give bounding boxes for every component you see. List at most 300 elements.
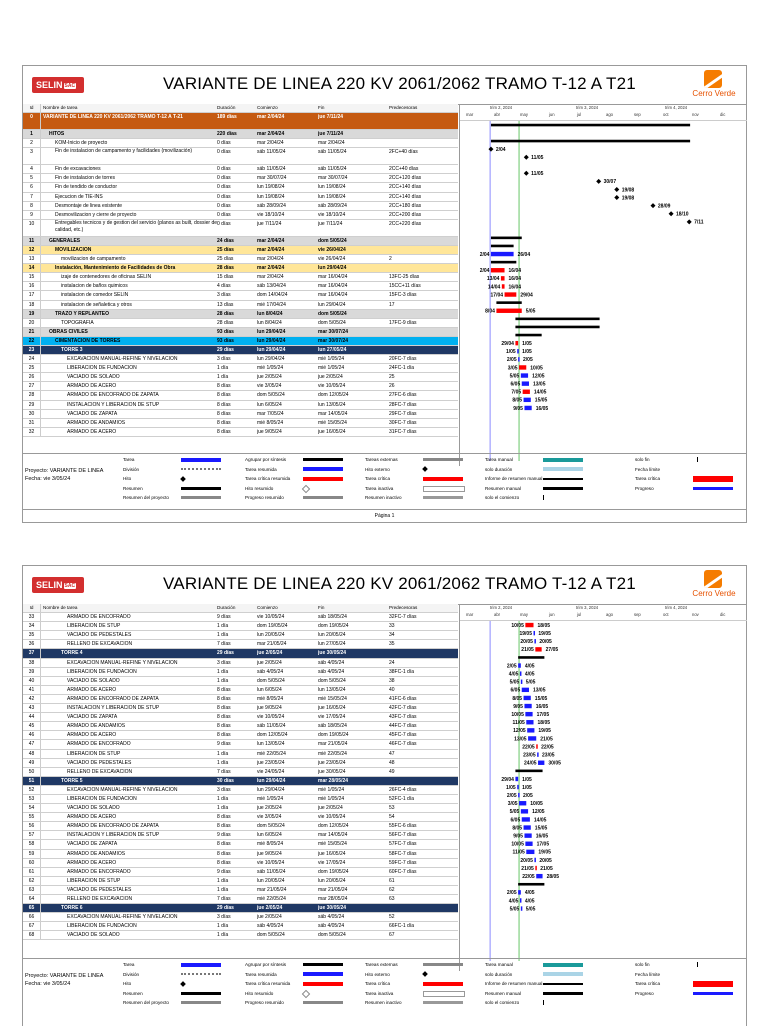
cell-end: sáb 4/05/24 <box>318 668 345 675</box>
legend-swatch <box>543 476 583 481</box>
legend-swatch <box>303 1000 343 1005</box>
cell-id: 2 <box>23 139 41 147</box>
legend-item: Tarea crítica <box>635 476 733 482</box>
legend-swatch <box>693 467 697 472</box>
bar-start-label: 12/05 <box>513 728 526 735</box>
cell-name: ARMADO DE ACERO <box>67 732 117 739</box>
cell-end: vie 17/05/24 <box>318 859 346 866</box>
cell-dur: 8 días <box>217 419 231 426</box>
cell-dur: 7 días <box>217 768 231 775</box>
cell-name: TORRE 6 <box>61 905 83 912</box>
cell-id: 9 <box>23 211 41 219</box>
cell-pred: 52FC-1 día <box>389 795 415 802</box>
milestone-marker <box>524 171 529 176</box>
table-row <box>23 804 458 813</box>
cell-name: ARMADO DE ENCOFRADO <box>67 614 131 621</box>
bar-end-label: 23/05 <box>542 752 555 759</box>
cerro-verde-logo: Cerro Verde <box>686 570 742 600</box>
month-label: ago <box>606 612 613 617</box>
legend-swatch <box>181 991 221 996</box>
task-bar <box>517 349 519 353</box>
legend-swatch <box>693 991 733 996</box>
task-bar <box>528 736 536 740</box>
cell-end: vie 26/04/24 <box>318 256 346 263</box>
cell-id: 52 <box>23 786 41 794</box>
cell-name: Instalación, Mantenimiento de Facilidades de Obra <box>55 265 176 272</box>
task-bar <box>522 817 530 821</box>
bar-end-label: 5/05 <box>525 906 536 913</box>
cell-end: mar 30/07/24 <box>318 337 349 344</box>
cerro-verde-logo: Cerro Verde <box>686 70 742 100</box>
cell-end: vie 26/04/24 <box>318 246 346 253</box>
bar-end-label: 5/05 <box>525 679 536 686</box>
cell-name: VACIADO DE SOLADO <box>67 374 120 381</box>
bar-start-label: 29/04 <box>501 340 514 347</box>
cell-start: sáb 11/05/24 <box>257 166 286 173</box>
cell-name: TRAZO Y REPLANTEO <box>55 310 109 317</box>
cell-pred: 30FC-7 días <box>389 419 417 426</box>
bar-end-label: 15/05 <box>534 397 548 404</box>
cell-name: LIBERACION DE STUP <box>67 877 121 884</box>
bar-end-label: 27/05 <box>545 647 559 654</box>
cell-start: jue 2/05/24 <box>257 374 282 381</box>
bar-end-label: 26/04 <box>517 251 531 258</box>
cell-start: lun 20/05/24 <box>257 632 285 639</box>
cell-pred: 17 <box>389 301 395 308</box>
bar-start-label: 2/04 <box>479 251 490 258</box>
page-number: Página 1 <box>23 509 746 519</box>
month-label: dic <box>720 612 726 617</box>
table-row <box>23 264 458 273</box>
cell-id: 21 <box>23 328 41 336</box>
quarter-label: trim 3, 2024 <box>576 105 599 110</box>
cell-id: 19 <box>23 310 41 318</box>
bar-end-label: 2/05 <box>523 357 533 364</box>
cell-end: jue 2/05/24 <box>318 805 343 812</box>
cell-end: jue 7/11/24 <box>318 131 344 138</box>
cell-name: CIMENTACION DE TORRES <box>55 337 121 344</box>
cell-name: MOVILIZACION <box>55 246 92 253</box>
legend-swatch <box>181 972 221 977</box>
cell-pred: 2CC+200 días <box>389 211 422 218</box>
task-bar <box>521 373 528 377</box>
cell-dur: 0 días <box>217 166 231 173</box>
bar-start-label: 5/05 <box>509 906 520 913</box>
cell-dur: 0 días <box>217 202 231 209</box>
task-bar <box>518 890 521 894</box>
bar-start-label: 8/04 <box>485 308 495 315</box>
cell-end: jue 7/11/24 <box>318 220 343 227</box>
table-row <box>23 722 458 731</box>
cell-dur: 30 días <box>217 777 234 784</box>
cell-dur: 220 días <box>217 131 237 138</box>
cell-pred: 54 <box>389 814 395 821</box>
cell-end: jue 30/05/24 <box>318 768 346 775</box>
bar-end-label: 4/05 <box>524 890 535 897</box>
cell-pred: 29FC-7 días <box>389 410 417 417</box>
cell-start: mié 8/05/24 <box>257 419 284 426</box>
table-row <box>23 813 458 822</box>
cell-dur: 8 días <box>217 686 231 693</box>
cell-id: 46 <box>23 731 41 739</box>
cell-id: 8 <box>23 202 41 210</box>
cell-end: mié 15/05/24 <box>318 419 347 426</box>
milestone-marker <box>687 219 692 224</box>
cell-end: mar 14/05/24 <box>318 410 348 417</box>
table-row <box>23 686 458 695</box>
table-row <box>23 113 458 130</box>
legend-swatch <box>543 1000 548 1005</box>
cell-name: Desmontaje de linea existente <box>55 202 122 209</box>
cell-dur: 189 días <box>217 114 237 121</box>
cell-start: dom 14/04/24 <box>257 292 288 299</box>
cell-end: lun 29/04/24 <box>318 265 347 272</box>
table-row <box>23 768 458 777</box>
cell-dur: 28 días <box>217 319 234 326</box>
table-row <box>23 631 458 640</box>
table-row <box>23 759 458 768</box>
cell-dur: 1 día <box>217 374 229 381</box>
summary-bar <box>518 656 544 659</box>
cell-end: mar 16/04/24 <box>318 292 348 299</box>
bar-end-label: 11/05 <box>531 155 544 162</box>
milestone-marker <box>488 147 493 152</box>
bar-end-label: 21/05 <box>540 736 553 743</box>
cell-dur: 8 días <box>217 814 231 821</box>
table-row <box>23 840 458 849</box>
bar-end-label: 4/05 <box>524 671 535 678</box>
cell-dur: 1 día <box>217 932 229 939</box>
cell-pred: 26FC-4 días <box>389 786 417 793</box>
cell-id: 59 <box>23 850 41 858</box>
cell-pred: 49 <box>389 768 395 775</box>
cell-end: lun 13/05/24 <box>318 686 346 693</box>
cell-dur: 3 días <box>217 914 231 921</box>
month-label: abr <box>494 112 501 117</box>
bar-start-label: 10/05 <box>511 711 524 718</box>
gantt-page-1 <box>22 65 747 523</box>
cell-start: jue 2/05/24 <box>257 659 282 666</box>
cell-name: EXCAVACION MANUAL-REFINE Y NIVELACION <box>67 659 178 666</box>
cell-end: jue 30/05/24 <box>318 650 347 657</box>
legend-item: Agrupar por síntesis <box>245 962 343 967</box>
task-bar <box>526 850 534 854</box>
cell-name: RELLENO DE EXCAVACION <box>67 896 133 902</box>
cell-name: ARMADO DE ANDAMIOS <box>67 419 126 426</box>
legend-swatch <box>543 467 583 472</box>
legend-item: Tarea resumida <box>245 467 343 472</box>
cell-dur: 25 días <box>217 246 234 253</box>
cell-dur: 8 días <box>217 823 231 830</box>
legend-swatch <box>303 495 343 500</box>
cell-dur: 8 días <box>217 383 231 390</box>
summary-bar <box>491 140 690 143</box>
cell-name: INSTALACION Y LIBERACION DE STUP <box>67 401 160 408</box>
task-bar <box>534 631 536 635</box>
table-row <box>23 291 458 300</box>
cell-start: mar 2/04/24 <box>257 265 285 272</box>
bar-start-label: 5/05 <box>509 679 520 686</box>
cell-name: VACIADO DE ZAPATA <box>67 714 118 721</box>
legend-swatch <box>423 981 463 986</box>
cell-dur: 1 día <box>217 623 229 630</box>
cell-id: 1 <box>23 130 41 138</box>
bar-end-label: 18/05 <box>537 720 551 727</box>
project-info: Proyecto: VARIANTE DE LINEA Fecha: vie 3/05/24 <box>25 468 104 482</box>
quarter-label: trim 2, 2024 <box>490 105 513 110</box>
bar-start-label: 7/05 <box>511 389 522 396</box>
milestone-marker <box>669 211 674 216</box>
cell-pred: 25 <box>389 374 395 381</box>
cell-name: instalacion de baños quimicos <box>61 283 128 290</box>
cell-id: 42 <box>23 695 41 703</box>
legend-item: Tarea crítica <box>635 981 733 987</box>
cell-pred: 2CC+220 días <box>389 220 422 227</box>
table-row <box>23 211 458 220</box>
legend-item: solo fin <box>635 457 698 462</box>
cell-pred: 61 <box>389 877 395 884</box>
table-row <box>23 677 458 686</box>
cell-dur: 8 días <box>217 714 231 721</box>
bar-start-label: 20/05 <box>520 857 533 864</box>
cell-end: jue 30/05/24 <box>318 905 347 912</box>
legend-item: Hito <box>123 476 185 481</box>
table-row <box>23 428 458 437</box>
cell-name: VACIADO DE SOLADO <box>67 805 120 812</box>
bar-end-label: 19/08 <box>621 187 635 194</box>
legend-swatch <box>181 981 185 986</box>
legend-item: Agrupar por síntesis <box>245 457 343 462</box>
summary-bar <box>491 124 690 127</box>
cell-end: lun 20/05/24 <box>318 632 346 639</box>
milestone-marker <box>614 187 619 192</box>
legend-item: Tareas externas <box>365 962 463 967</box>
bar-end-label: 16/05 <box>535 833 549 840</box>
cell-pred: 26 <box>389 383 395 390</box>
task-bar <box>521 809 528 813</box>
cell-name: EXCAVACION MANUAL-REFINE Y NIVELACION <box>67 356 178 363</box>
cell-start: lun 8/04/24 <box>257 319 282 326</box>
bar-start-label: 17/04 <box>490 292 504 299</box>
cell-pred: 40 <box>389 686 395 693</box>
cell-pred: 45FC-7 días <box>389 732 417 739</box>
bar-end-label: 16/05 <box>535 405 549 412</box>
milestone-marker <box>524 155 529 160</box>
table-row <box>23 668 458 677</box>
month-label: may <box>520 112 528 117</box>
cell-end: vie 10/05/24 <box>318 383 346 390</box>
cell-name: VACIADO DE PEDESTALES <box>67 759 132 766</box>
bar-end-label: 16/04 <box>508 276 522 283</box>
bar-end-label: 14/05 <box>533 817 547 824</box>
selin-logo: SELIN SAC <box>32 77 84 93</box>
cell-id: 31 <box>23 419 41 427</box>
table-row <box>23 193 458 202</box>
month-label: jul <box>577 612 582 617</box>
bar-end-label: 28/09 <box>657 203 671 210</box>
cell-end: vie 18/10/24 <box>318 211 346 218</box>
bar-end-label: 2/04 <box>495 146 506 153</box>
legend-swatch <box>181 962 221 967</box>
bar-start-label: 22/05 <box>522 744 535 751</box>
cell-start: dom 12/05/24 <box>257 732 288 739</box>
cell-id: 26 <box>23 373 41 381</box>
legend-swatch <box>181 486 221 491</box>
cell-name: OBRAS CIVILES <box>49 328 88 335</box>
legend-swatch <box>181 476 185 481</box>
cell-start: lun 29/04/24 <box>257 777 286 784</box>
month-label: mar <box>466 112 474 117</box>
cell-pred: 2CC+140 días <box>389 193 422 200</box>
cell-name: VACIADO DE PEDESTALES <box>67 632 132 639</box>
cell-name: KOM-Inicio de proyecto <box>55 140 108 147</box>
table-row <box>23 859 458 868</box>
legend-swatch <box>303 981 343 986</box>
cell-id: 63 <box>23 886 41 894</box>
bar-start-label: 3/05 <box>507 801 518 808</box>
bar-end-label: 19/05 <box>538 630 551 637</box>
cell-pred: 38 <box>389 677 395 684</box>
cell-id: 41 <box>23 686 41 694</box>
legend-item: Tarea <box>123 457 221 462</box>
cell-dur: 3 días <box>217 292 231 299</box>
bar-end-label: 13/05 <box>532 687 546 694</box>
legend-item: Hito externo <box>365 467 427 472</box>
table-row <box>23 822 458 831</box>
cell-end: mar 14/05/24 <box>318 832 348 839</box>
bar-end-label: 21/05 <box>540 865 553 872</box>
month-label: oct <box>663 112 669 117</box>
cell-pred: 2 <box>389 256 392 263</box>
legend-item: Tarea manual <box>485 962 583 967</box>
bar-end-label: 15/05 <box>534 695 548 702</box>
cell-id: 37 <box>23 649 41 657</box>
bar-end-label: 14/05 <box>533 389 547 396</box>
cell-start: sáb 11/05/24 <box>257 723 286 730</box>
cell-start: mar 21/05/24 <box>257 886 287 893</box>
legend-item: Resumen inactivo <box>365 495 463 500</box>
bar-end-label: 5/05 <box>525 308 536 315</box>
cell-name: Ejecucion de TIE-INS <box>55 193 103 200</box>
quarter-label: trim 2, 2024 <box>490 605 513 610</box>
bar-start-label: 21/05 <box>521 647 534 654</box>
legend-swatch <box>543 457 583 462</box>
cell-start: sáb 13/04/24 <box>257 283 286 290</box>
cell-dur: 1 día <box>217 877 229 884</box>
cell-dur: 0 días <box>217 220 231 227</box>
cell-dur: 3 días <box>217 356 231 363</box>
cell-name: LIBERACION DE FUNDACION <box>67 668 137 675</box>
cell-start: lun 8/04/24 <box>257 310 283 317</box>
table-row <box>23 328 458 337</box>
bar-start-label: 19/05 <box>519 630 533 637</box>
cell-pred: 41FC-6 días <box>389 695 417 702</box>
cell-name: INSTALACION Y LIBERACION DE STUP <box>67 705 160 712</box>
cell-end: mar 30/07/24 <box>318 328 349 335</box>
table-row <box>23 273 458 282</box>
task-bar <box>515 341 518 345</box>
cell-name: LIBERACION DE FUNDACION <box>67 795 137 802</box>
table-row <box>23 237 458 246</box>
cell-name: instalacion de comedor SELIN <box>61 292 129 299</box>
table-row <box>23 750 458 759</box>
cell-name: EXCAVACION MANUAL-REFINE Y NIVELACION <box>67 914 178 921</box>
summary-bar <box>496 301 521 304</box>
task-bar <box>524 406 531 410</box>
cell-start: lun 29/04/24 <box>257 356 285 363</box>
table-row <box>23 282 458 291</box>
selin-logo: SELIN SAC <box>32 577 84 593</box>
table-row <box>23 640 458 649</box>
cell-id: 28 <box>23 391 41 399</box>
cell-dur: 9 días <box>217 741 231 748</box>
bar-start-label: 2/05 <box>506 890 517 897</box>
bar-end-label: 13/05 <box>532 381 546 388</box>
legend-item: solo el comienzo <box>485 495 548 500</box>
cell-dur: 13 días <box>217 301 234 308</box>
task-bar <box>505 292 517 296</box>
cell-name: ARMADO DE ENCOFRADO DE ZAPATA <box>67 392 159 399</box>
cell-start: dom 19/05/24 <box>257 623 288 630</box>
table-row <box>23 401 458 410</box>
cell-end: sáb 11/05/24 <box>318 149 347 156</box>
bar-start-label: 11/05 <box>512 720 525 727</box>
cell-id: 48 <box>23 750 41 758</box>
cell-id: 61 <box>23 868 41 876</box>
cell-start: mar 2/04/24 <box>257 274 284 281</box>
cell-dur: 8 días <box>217 428 231 435</box>
page-title: VARIANTE DE LINEA 220 KV 2061/2062 TRAMO T-12 A T21 <box>163 574 636 593</box>
table-row <box>23 410 458 419</box>
cell-start: vie 3/05/24 <box>257 814 282 821</box>
table-row <box>23 877 458 886</box>
cell-id: 32 <box>23 428 41 436</box>
cell-pred: 15CC+11 días <box>389 283 421 290</box>
cell-pred: 34 <box>389 632 395 639</box>
bar-end-label: 19/05 <box>538 849 551 856</box>
cell-id: 38 <box>23 659 41 667</box>
cell-start: vie 24/05/24 <box>257 768 285 775</box>
bar-start-label: 10/05 <box>511 622 524 629</box>
milestone-marker <box>614 195 619 200</box>
legend-swatch <box>181 467 221 472</box>
task-bar <box>535 866 537 870</box>
cell-end: mié 1/05/24 <box>318 356 345 363</box>
cell-end: dom 5/05/24 <box>318 932 346 939</box>
table-row <box>23 922 458 931</box>
cell-start: sáb 4/05/24 <box>257 923 284 930</box>
cell-dur: 9 días <box>217 868 231 875</box>
cell-dur: 29 días <box>217 650 234 657</box>
cell-dur: 1 día <box>217 750 229 757</box>
legend-item: Tarea crítica <box>365 981 463 986</box>
cell-pred: 17FC-9 días <box>389 319 417 326</box>
cell-name: Fin de excavaciones <box>55 166 101 173</box>
bar-end-label: 16/04 <box>508 284 522 291</box>
bar-start-label: 8/05 <box>512 825 523 832</box>
month-label: nov <box>692 112 699 117</box>
table-row <box>23 931 458 940</box>
cell-pred: 58FC-7 días <box>389 850 417 857</box>
bar-start-label: 29/04 <box>501 776 514 783</box>
task-bar <box>520 898 522 902</box>
bar-end-label: 4/05 <box>524 898 535 905</box>
cell-dur: 1 día <box>217 805 229 812</box>
table-row <box>23 130 458 139</box>
cell-id: 0 <box>23 113 41 129</box>
cell-start: dom 5/05/24 <box>257 823 285 830</box>
cell-start: sáb 11/05/24 <box>257 149 286 156</box>
